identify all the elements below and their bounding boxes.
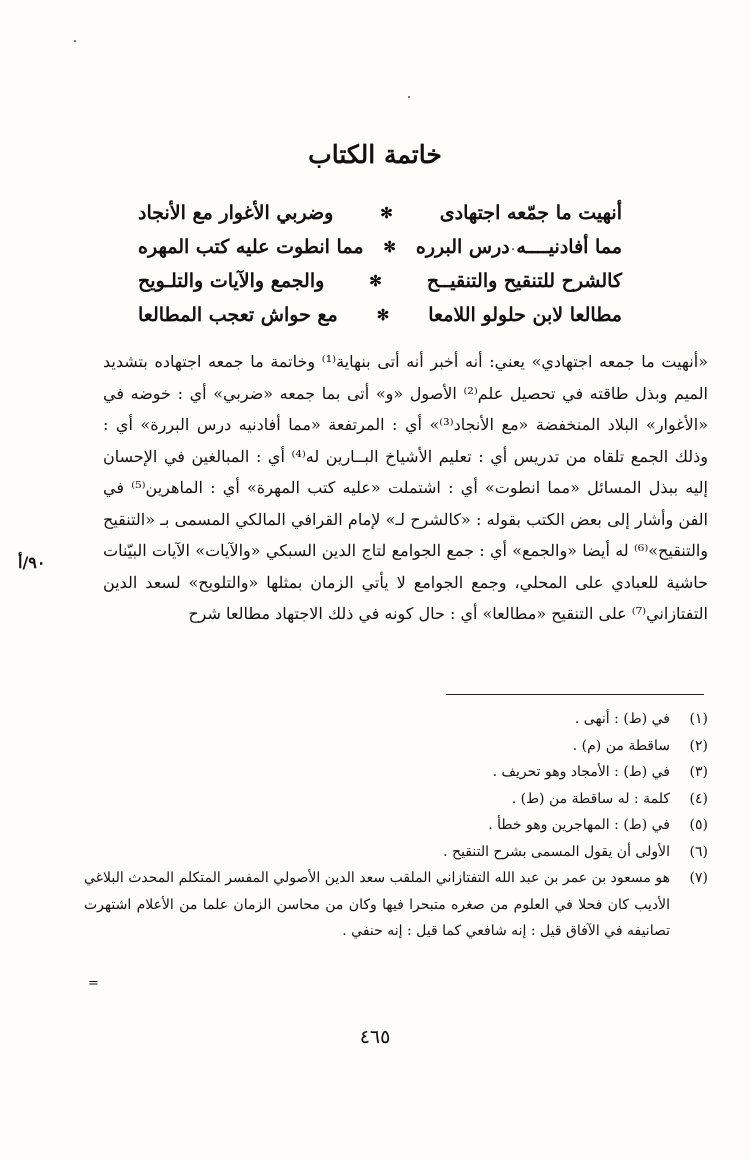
- footnote: [84, 786, 708, 813]
- footnote: [84, 759, 708, 786]
- footnote-divider: [446, 694, 704, 695]
- footnote-number: (٤): [689, 790, 708, 807]
- page-number: ٤٦٥: [359, 1026, 391, 1048]
- verse-hemistich-right: كالشرح للتنقيح والتنقيــح: [426, 270, 622, 292]
- footnote-text: في (ط) : المهاجرين وهو خطأ .: [488, 817, 670, 833]
- footnote-number: (٧): [689, 870, 708, 886]
- footnote-number: (١): [689, 711, 708, 727]
- footnote-text: ساقطة من (م) .: [572, 737, 670, 754]
- footnote: [84, 812, 708, 839]
- manuscript-folio-marker: ٩٠/أ: [18, 553, 46, 572]
- footnote-text: في (ط) : أنهى .: [574, 711, 670, 727]
- verse-hemistich-right: مطالعا لابن حلولو اللامعا: [428, 304, 622, 326]
- star-separator-icon: ✻: [369, 272, 382, 290]
- footnote: [84, 865, 708, 945]
- footnotes: [84, 706, 708, 945]
- verse: [138, 298, 622, 332]
- footnote-number: (٢): [689, 737, 708, 754]
- star-separator-icon: ✻: [376, 306, 390, 324]
- footnote: [84, 733, 708, 760]
- verse: [138, 264, 622, 298]
- footnote-number: (٣): [689, 764, 708, 780]
- verse-hemistich-left: والجمع والآيات والتلـويح: [138, 270, 325, 292]
- continuation-mark: =: [88, 976, 99, 991]
- commentary-text: [103, 346, 708, 630]
- verse: [138, 196, 622, 230]
- verse-hemistich-left: مما انطوت عليه كتب المهره: [138, 236, 364, 258]
- footnote-number: (٥): [689, 817, 708, 833]
- specks: [74, 40, 76, 42]
- verse-hemistich-right: مما أفادنيــــه درس البرره: [415, 236, 622, 258]
- footnote-text: هو مسعود بن عمر بن عبد الله التفتازاني الملقب سعد الدين الأصولي المفسر المتكلم المحدث البلاغي الأديب كان فحلا في العلوم من صغره متبحرا فيها وكان من محاسن الزمان علما من الأعلام اشتهرت تصانيفه في الآفاق قيل : إنه شافعي كما قيل : إنه حنفي .: [84, 870, 670, 939]
- footnote-text: الأولى أن يقول المسمى بشرح التنقيح .: [443, 843, 670, 860]
- specks: [408, 96, 410, 98]
- footnote: [84, 839, 708, 866]
- verse: [138, 230, 622, 264]
- chapter-title: خاتمة الكتاب: [308, 140, 442, 169]
- verse-hemistich-left: وضربي الأغوار مع الأنجاد: [138, 202, 334, 224]
- verse-hemistich-right: أنهيت ما جمّعه اجتهادى: [439, 202, 622, 224]
- star-separator-icon: ✻: [383, 238, 396, 256]
- verse-hemistich-left: مع حواش تعجب المطالعا: [138, 304, 338, 326]
- star-separator-icon: ✻: [380, 204, 393, 222]
- footnote: [84, 706, 708, 733]
- poem-verses: [138, 196, 622, 332]
- footnote-text: كلمة : له ساقطة من (ط) .: [511, 790, 670, 807]
- footnote-number: (٦): [689, 843, 708, 860]
- footnote-text: في (ط) : الأمجاد وهو تحريف .: [492, 764, 670, 780]
- body-paragraph: «أنهيت ما جمعه اجتهادي» يعني: أنه أخبر أنه أتى بنهاية⁽¹⁾ وخاتمة ما جمعه اجتهاده بتشديد الميم وبذل طاقته في تحصيل علم⁽²⁾ الأصول «و» أتى بما جمعه «ضربي» أي : خوضه في «الأغوار» البلاد المنخفضة «مع الأنجاد⁽³⁾» أي : المرتفعة «مما أفادنيه درس البررة» أي : وذلك الجمع تلقاه من تدريس أي : تعليم الأشياخ البــارين له⁽⁴⁾ أي : المبالغين في الإحسان إليه ببذل المسائل «مما انطوت» أي : اشتملت «عليه كتب المهرة» أي : الماهرين⁽⁵⁾ في الفن وأشار إلى بعض الكتب بقوله : «كالشرح لـ» لإمام القرافي المالكي المسمى بـ «التنقيح والتنقيح»⁽⁶⁾ له أيضا «والجمع» أي : جمع الجوامع لتاج الدين السبكي «والآيات» الآيات البيّنات حاشية للعبادي على المحلي، وجمع الجوامع لا يأتي الزمان بمثلها «والتلويح» لسعد الدين التفتازاني⁽⁷⁾ على التنقيح «مطالعا» أي : حال كونه في ذلك الاجتهاد مطالعا شرح: [103, 352, 709, 623]
